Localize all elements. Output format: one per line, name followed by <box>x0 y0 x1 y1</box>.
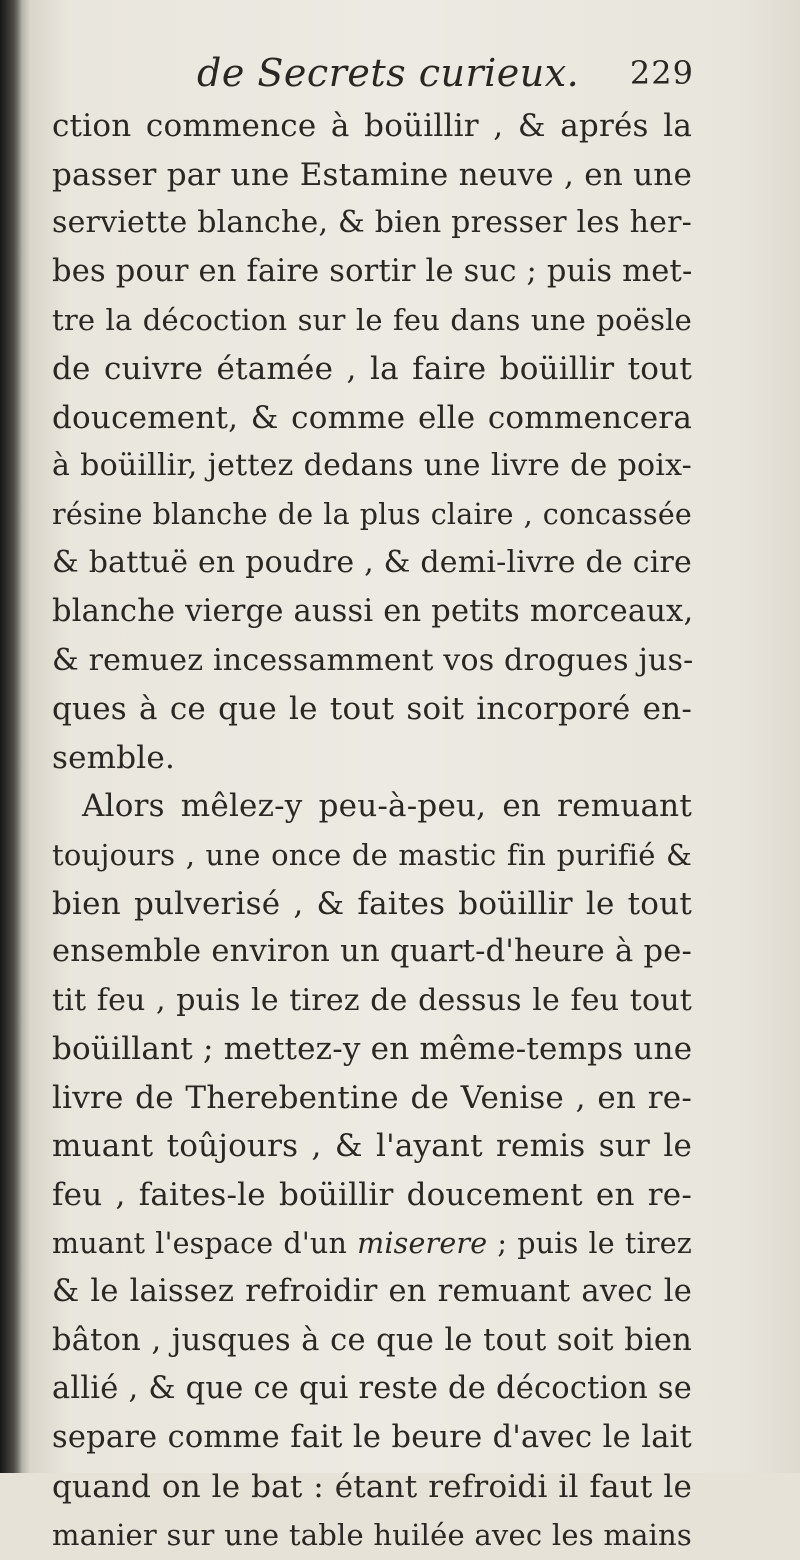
text-line: bes pour en faire sortir le suc ; puis met- <box>52 253 693 289</box>
text-line: muant toûjours , & l'ayant remis sur le <box>52 1128 692 1165</box>
text-line: ques à ce que le tout soit incorporé en- <box>52 691 692 728</box>
text-line: Alors mêlez-y peu-à-peu, en remuant <box>82 788 692 825</box>
text-line: tit feu , puis le tirez de dessus le feu tout <box>52 982 692 1018</box>
text-line: & le laissez refroidir en remuant avec le <box>52 1274 692 1310</box>
text-segment: muant l'espace d'un <box>52 1226 358 1260</box>
text-line: tre la décoction sur le feu dans une poësle <box>52 303 692 338</box>
text-line: boüillant ; mettez-y en même-temps une <box>52 1031 693 1068</box>
italic-word: miserere <box>357 1226 488 1260</box>
paragraph-2 <box>52 782 692 1560</box>
text-segment: ; puis le tirez <box>487 1226 692 1260</box>
text-line: allié , & que ce qui reste de décoction se <box>52 1371 692 1407</box>
text-line: manier sur une table huilée avec les mains <box>52 1518 692 1553</box>
page-number: 229 <box>629 54 694 92</box>
text-line-with-italic <box>52 1220 692 1269</box>
text-line: de cuivre étamée , la faire boüillir tout <box>52 350 692 387</box>
text-line: semble. <box>52 739 176 776</box>
text-line: à boüillir, jettez dedans une livre de poix- <box>52 448 692 484</box>
text-line: bâton , jusques à ce que le tout soit bien <box>52 1322 692 1358</box>
text-line: ensemble environ un quart-d'heure à pe- <box>52 934 692 970</box>
text-line: livre de Therebentine de Venise , en re- <box>52 1079 692 1116</box>
text-line: & battuë en poudre , & demi-livre de cire <box>52 545 692 581</box>
text-line: passer par une Estamine neuve , en une <box>52 156 692 193</box>
page-text <box>52 44 692 1560</box>
text-line: blanche vierge aussi en petits morceaux, <box>52 593 694 629</box>
text-line: & remuez incessamment vos drogues jus- <box>52 642 694 678</box>
text-line: bien pulverisé , & faites boüillir le tout <box>52 885 692 922</box>
text-line: feu , faites-le boüillir doucement en re- <box>52 1177 692 1214</box>
text-line: quand on le bat : étant refroidi il faut le <box>52 1468 692 1505</box>
paragraph-1 <box>52 102 692 782</box>
text-line: résine blanche de la plus claire , concassée <box>52 497 692 531</box>
text-line: toujours , une once de mastic fin purifié & <box>52 837 692 872</box>
text-line: ction commence à boüillir , & aprés la <box>52 108 692 144</box>
text-line: serviette blanche, & bien presser les her- <box>52 205 692 241</box>
running-head-title: de Secrets curieux. <box>197 51 580 95</box>
running-head <box>52 44 692 102</box>
binding-shadow <box>0 0 22 1473</box>
text-line: doucement, & comme elle commencera <box>52 399 692 436</box>
text-line: separe comme fait le beure d'avec le lait <box>52 1420 692 1456</box>
